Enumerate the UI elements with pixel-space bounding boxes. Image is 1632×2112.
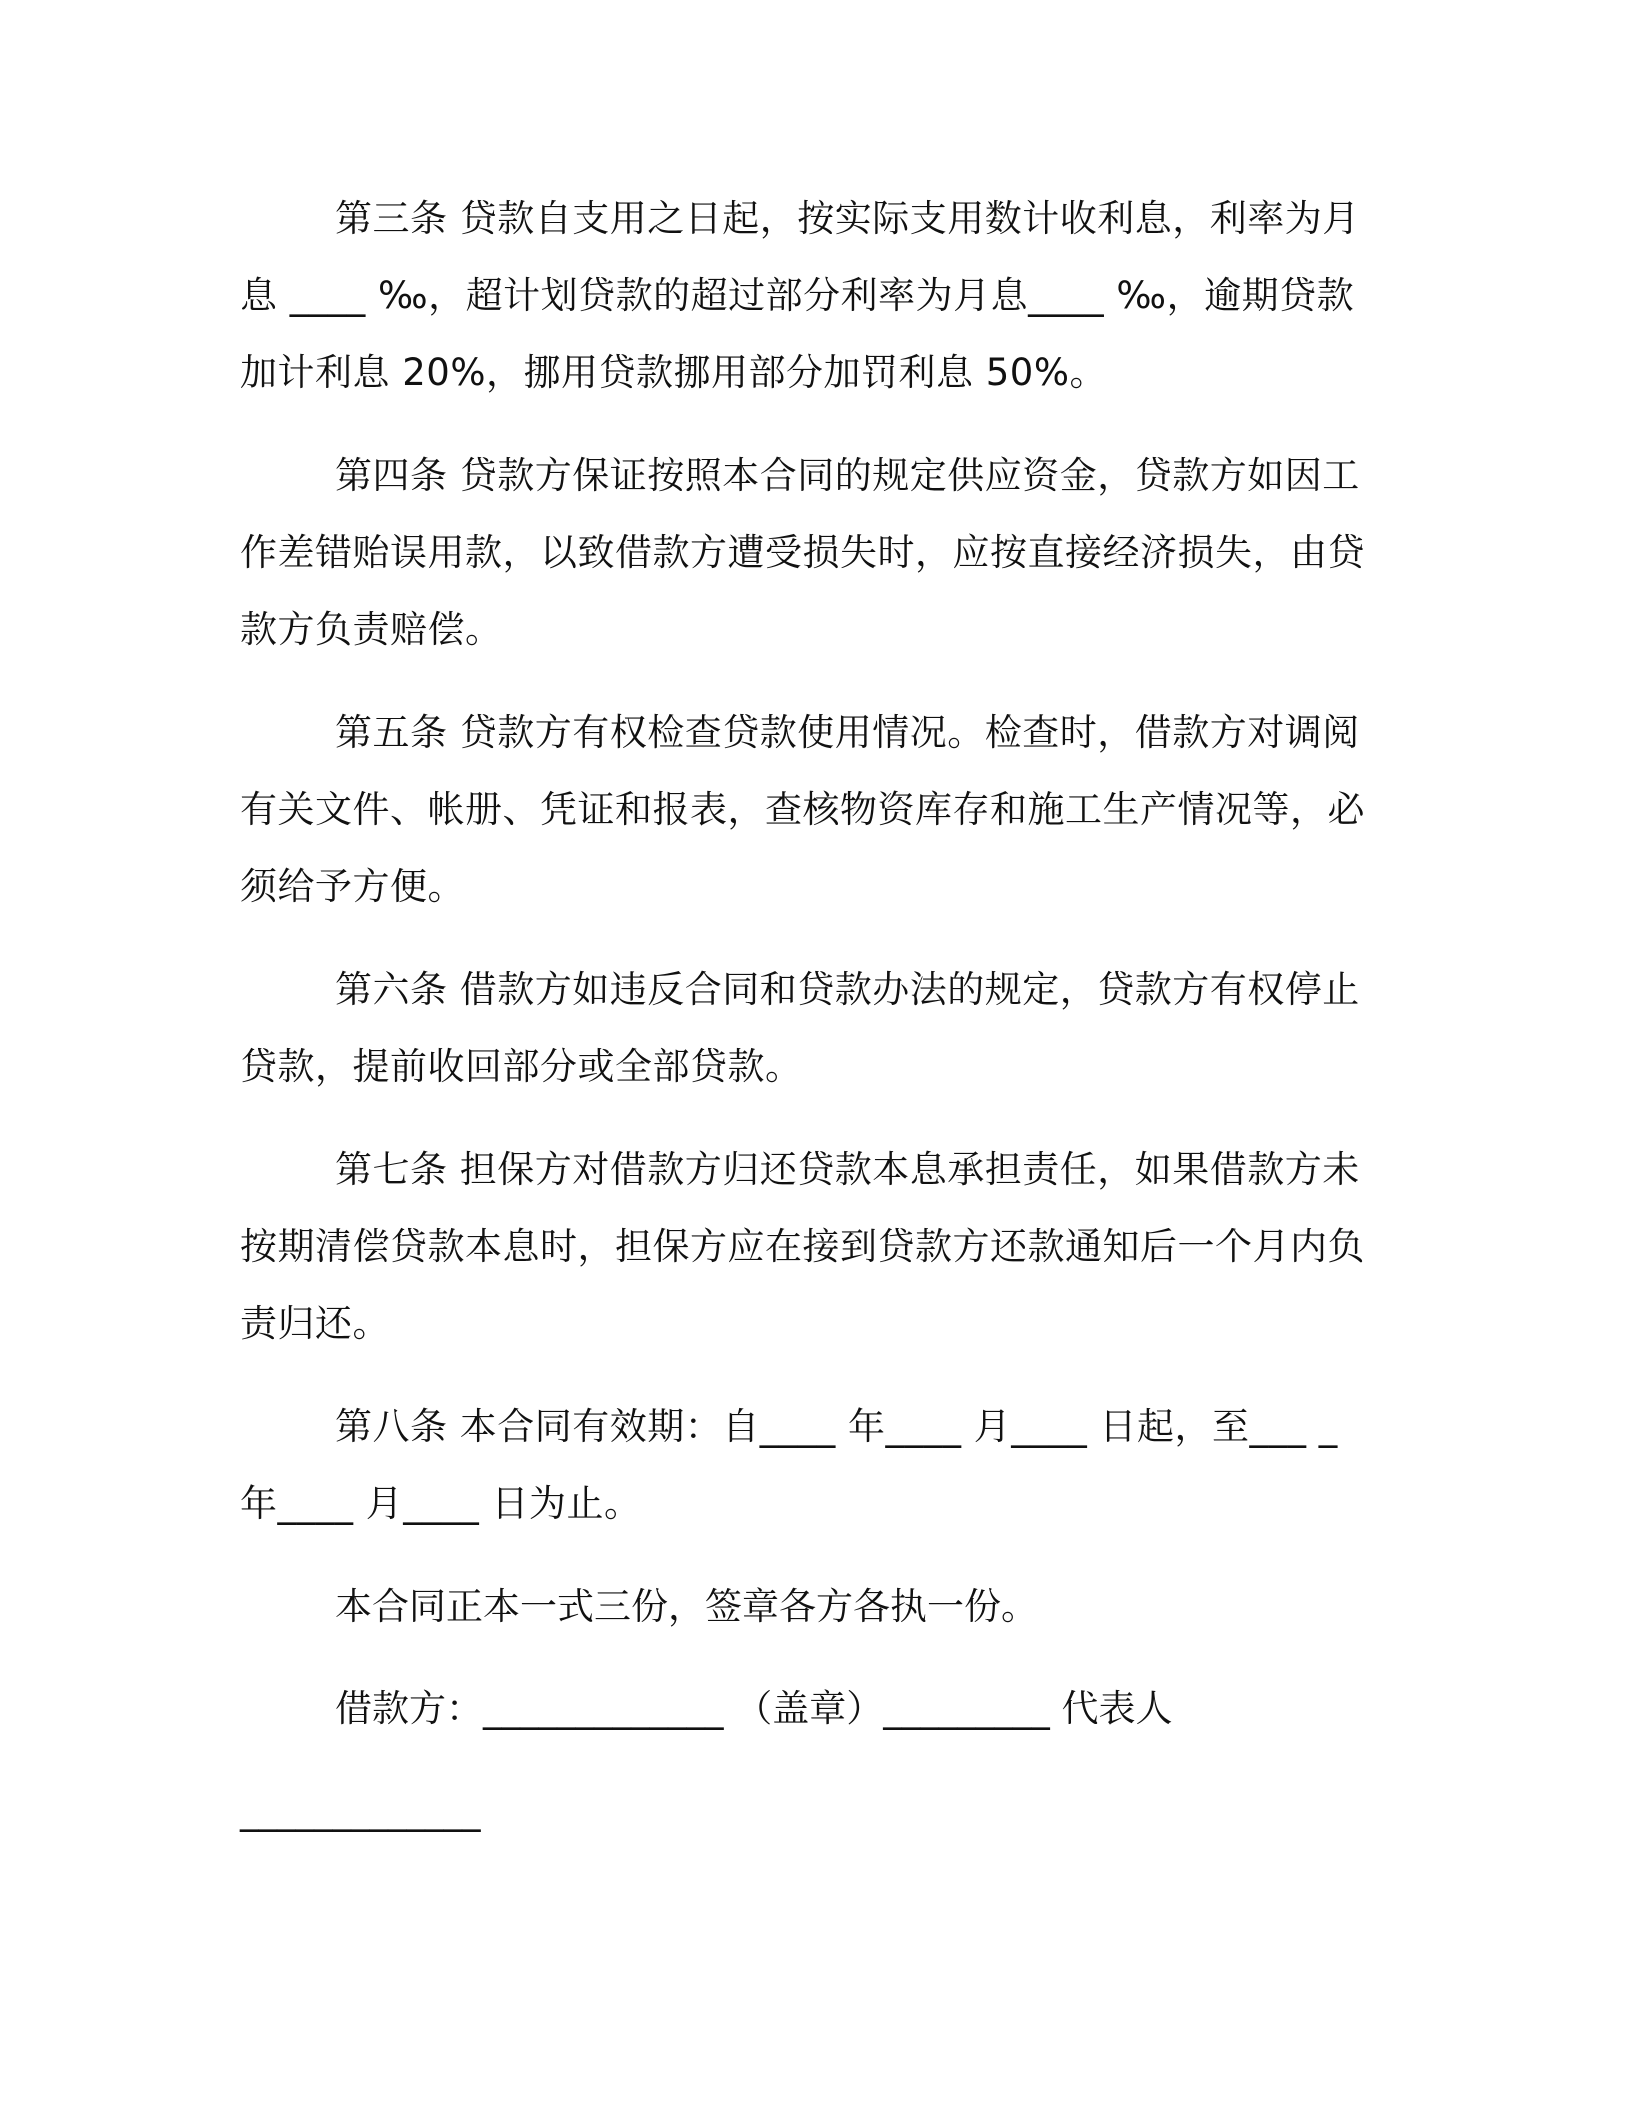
article-5: 第五条 贷款方有权检查贷款使用情况。检查时，借款方对调阅有关文件、帐册、凭证和报表，查核物资库存和施工生产情况等，必须给予方便。 xyxy=(240,711,1365,908)
article-3: 第三条 贷款自支用之日起，按实际支用数计收利息，利率为月息 ____ ‰，超计划贷款的超过部分利率为月息____ ‰，逾期贷款加计利息 20%，挪用贷款挪用部分加罚利息 50%。 xyxy=(240,197,1360,394)
copies-statement: 本合同正本一式三份，签章各方各执一份。 xyxy=(335,1585,1038,1628)
article-8: 第八条 本合同有效期：自____ 年____ 月____ 日起，至___ _ 年____ 月____ 日为止。 xyxy=(240,1405,1351,1525)
article-6: 第六条 借款方如违反合同和贷款办法的规定，贷款方有权停止贷款，提前收回部分或全部贷款。 xyxy=(240,968,1360,1088)
borrower-signature-line: 借款方：_____________ （盖章）_________ 代表人 xyxy=(335,1687,1173,1730)
article-7: 第七条 担保方对借款方归还贷款本息承担责任，如果借款方未按期清偿贷款本息时，担保方应在接到贷款方还款通知后一个月内负责归还。 xyxy=(240,1148,1365,1345)
article-4: 第四条 贷款方保证按照本合同的规定供应资金，贷款方如因工作差错贻误用款，以致借款方遭受损失时，应按直接经济损失，由贷款方负责赔偿。 xyxy=(240,454,1365,651)
borrower-representative-blank: _____________ xyxy=(240,1789,481,1832)
